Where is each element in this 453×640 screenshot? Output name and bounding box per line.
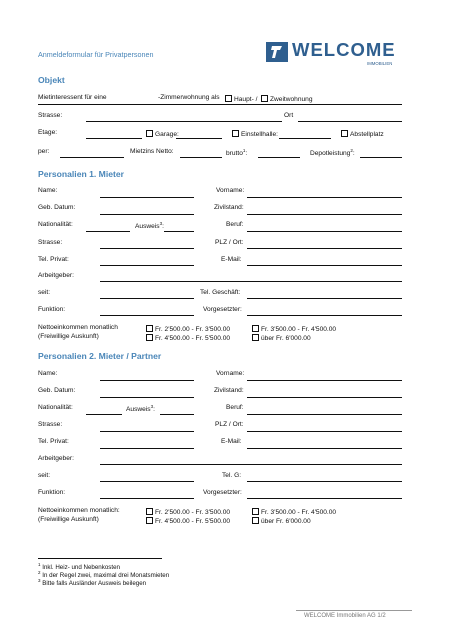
strasse-label: Strasse: (38, 112, 63, 119)
m1-ausweis-label: Ausweis$^3$: (135, 221, 164, 231)
m2-beruf-field[interactable] (247, 414, 402, 415)
m1-geb-field[interactable] (100, 214, 194, 215)
checkbox-icon (146, 508, 153, 515)
mietzins-field[interactable] (180, 157, 222, 158)
m2-tel-g-label: Tel. G: (222, 472, 242, 479)
m2-email-label: E-Mail: (221, 438, 242, 445)
m1-income-option-4[interactable]: über Fr. 6'000.00 (252, 334, 311, 343)
m2-funktion-field[interactable] (100, 498, 194, 499)
m2-name-label: Name: (38, 370, 58, 377)
m1-funktion-field[interactable] (100, 315, 194, 316)
m2-arbeitgeber-field[interactable] (100, 464, 402, 465)
einstellhalle-field[interactable] (279, 138, 331, 139)
m2-plz-field[interactable] (247, 431, 402, 432)
checkbox-icon (146, 130, 153, 137)
m1-geb-label: Geb. Datum: (38, 204, 76, 211)
checkbox-icon (225, 95, 232, 102)
m2-ausweis-field[interactable] (160, 414, 194, 415)
m1-netto-label: Nettoeinkommen monatlich (38, 324, 118, 331)
m1-email-field[interactable] (247, 265, 402, 266)
m1-tel-g-label: Tel. Geschäft: (200, 289, 241, 296)
checkbox-icon (232, 130, 239, 137)
checkbox-icon (252, 334, 259, 341)
mietzins-label: Mietzins Netto: (130, 148, 174, 155)
garage-checkbox[interactable]: Garage: (146, 130, 179, 139)
zweit-checkbox[interactable]: Zweitwohnung (261, 95, 313, 104)
m2-income-option-3[interactable]: Fr. 4'500.00 - Fr. 5'500.00 (146, 517, 230, 526)
strasse-field[interactable] (86, 121, 282, 122)
m2-vorgesetzter-label: Vorgesetzter: (203, 489, 242, 496)
ort-label: Ort (284, 112, 294, 119)
m1-vorname-field[interactable] (247, 197, 402, 198)
m2-tel-label: Tel. Privat: (38, 438, 69, 445)
m2-tel-g-field[interactable] (247, 481, 402, 482)
footnote-separator (38, 558, 162, 559)
einstellhalle-checkbox[interactable]: Einstellhalle: (232, 130, 278, 139)
footnote-3: $^3$ Bitte falls Ausländer Ausweis beilegen (38, 578, 147, 588)
m1-tel-field[interactable] (100, 265, 194, 266)
m2-strasse-field[interactable] (100, 431, 194, 432)
logo-text: WELCOME (292, 39, 396, 60)
m2-vorname-label: Vorname: (216, 370, 245, 377)
m1-email-label: E-Mail: (221, 256, 242, 263)
section-mieter2-heading: Personalien 2. Mieter / Partner (38, 351, 162, 361)
m1-netto-sublabel: (Freiwillige Auskunft) (38, 333, 99, 340)
brutto-field[interactable] (258, 157, 300, 158)
m2-ausweis-label: Ausweis$^3$: (126, 404, 155, 414)
etage-label: Etage: (38, 129, 58, 136)
m1-ausweis-field[interactable] (164, 231, 194, 232)
m2-seit-label: seit: (38, 472, 51, 479)
m1-beruf-label: Beruf: (226, 221, 244, 228)
m2-geb-field[interactable] (100, 397, 194, 398)
m1-tel-label: Tel. Privat: (38, 256, 69, 263)
m2-vorname-field[interactable] (247, 380, 402, 381)
checkbox-icon (341, 130, 348, 137)
checkbox-icon (146, 517, 153, 524)
m1-seit-field[interactable] (100, 298, 194, 299)
section-objekt-heading: Objekt (38, 75, 65, 85)
m1-zivilstand-field[interactable] (247, 214, 402, 215)
footer-rule (296, 610, 412, 611)
form-title: Anmeldeformular für Privatpersonen (38, 50, 154, 59)
m2-netto-label: Nettoeinkommen monatlich: (38, 507, 120, 514)
zimmerwohnung-label: -Zimmerwohnung als (158, 94, 220, 101)
m1-nationalitaet-label: Nationalität: (38, 221, 73, 228)
m1-income-option-3[interactable]: Fr. 4'500.00 - Fr. 5'500.00 (146, 334, 230, 343)
m2-email-field[interactable] (247, 448, 402, 449)
checkbox-icon (252, 508, 259, 515)
logo-subtext: IMMOBILIEN (367, 61, 393, 66)
m1-vorgesetzter-label: Vorgesetzter: (203, 306, 242, 313)
abstellplatz-checkbox[interactable]: Abstellplatz (341, 130, 384, 139)
etage-field[interactable] (86, 138, 142, 139)
m1-plz-label: PLZ / Ort: (215, 239, 244, 246)
m2-income-option-2[interactable]: Fr. 3'500.00 - Fr. 4'500.00 (252, 508, 336, 517)
mietinteressent-line (38, 104, 402, 105)
checkbox-icon (252, 517, 259, 524)
m1-funktion-label: Funktion: (38, 306, 66, 313)
m2-geb-label: Geb. Datum: (38, 387, 76, 394)
m2-arbeitgeber-label: Arbeitgeber: (38, 455, 74, 462)
m1-strasse-field[interactable] (100, 248, 194, 249)
m2-zivilstand-label: Zivilstand: (214, 387, 244, 394)
footnote-2: $^2$ In der Regel zwei, maximal drei Monatsmieten (38, 570, 170, 580)
garage-field[interactable] (176, 138, 222, 139)
checkbox-icon (261, 95, 268, 102)
logo-mark-icon (266, 42, 288, 62)
m1-plz-field[interactable] (247, 248, 402, 249)
m1-income-option-2[interactable]: Fr. 3'500.00 - Fr. 4'500.00 (252, 325, 336, 334)
m1-arbeitgeber-field[interactable] (100, 281, 402, 282)
m2-strasse-label: Strasse: (38, 421, 63, 428)
checkbox-icon (146, 325, 153, 332)
m1-name-field[interactable] (100, 197, 194, 198)
depot-field[interactable] (360, 157, 402, 158)
m1-tel-g-field[interactable] (247, 298, 402, 299)
m2-seit-field[interactable] (100, 481, 194, 482)
m2-zivilstand-field[interactable] (247, 397, 402, 398)
m2-beruf-label: Beruf: (226, 404, 244, 411)
brutto-label: brutto$^1$: (226, 148, 248, 158)
m1-strasse-label: Strasse: (38, 239, 63, 246)
m2-name-field[interactable] (100, 380, 194, 381)
m2-nationalitaet-field[interactable] (86, 414, 122, 415)
mietinteressent-label: Mietinteressent für eine (38, 94, 107, 101)
m1-nationalitaet-field[interactable] (86, 231, 130, 232)
m1-beruf-field[interactable] (247, 231, 402, 232)
m2-nationalitaet-label: Nationalität: (38, 404, 73, 411)
m2-plz-label: PLZ / Ort: (215, 421, 244, 428)
m1-zivilstand-label: Zivilstand: (214, 204, 244, 211)
m1-vorname-label: Vorname: (216, 187, 245, 194)
m2-tel-field[interactable] (100, 448, 194, 449)
ort-field[interactable] (298, 121, 402, 122)
footer-page-label: WELCOME Immobilien AG 1/2 (304, 613, 386, 619)
checkbox-icon (146, 334, 153, 341)
per-label: per: (38, 148, 50, 155)
footnote-1: $^1$ Inkl. Heiz- und Nebenkosten (38, 562, 120, 572)
m1-income-option-1[interactable]: Fr. 2'500.00 - Fr. 3'500.00 (146, 325, 230, 334)
m2-funktion-label: Funktion: (38, 489, 66, 496)
m1-arbeitgeber-label: Arbeitgeber: (38, 272, 74, 279)
m2-income-option-4[interactable]: über Fr. 6'000.00 (252, 517, 311, 526)
m1-vorgesetzter-field[interactable] (247, 315, 402, 316)
depot-label: Depotleistung$^2$: (310, 148, 355, 158)
m2-vorgesetzter-field[interactable] (247, 498, 402, 499)
m1-seit-label: seit: (38, 289, 51, 296)
section-mieter1-heading: Personalien 1. Mieter (38, 169, 124, 179)
checkbox-icon (252, 325, 259, 332)
per-field[interactable] (60, 157, 124, 158)
haupt-checkbox[interactable]: Haupt- / (225, 95, 257, 104)
m2-netto-sublabel: (Freiwillige Auskunft) (38, 516, 99, 523)
m1-name-label: Name: (38, 187, 58, 194)
m2-income-option-1[interactable]: Fr. 2'500.00 - Fr. 3'500.00 (146, 508, 230, 517)
